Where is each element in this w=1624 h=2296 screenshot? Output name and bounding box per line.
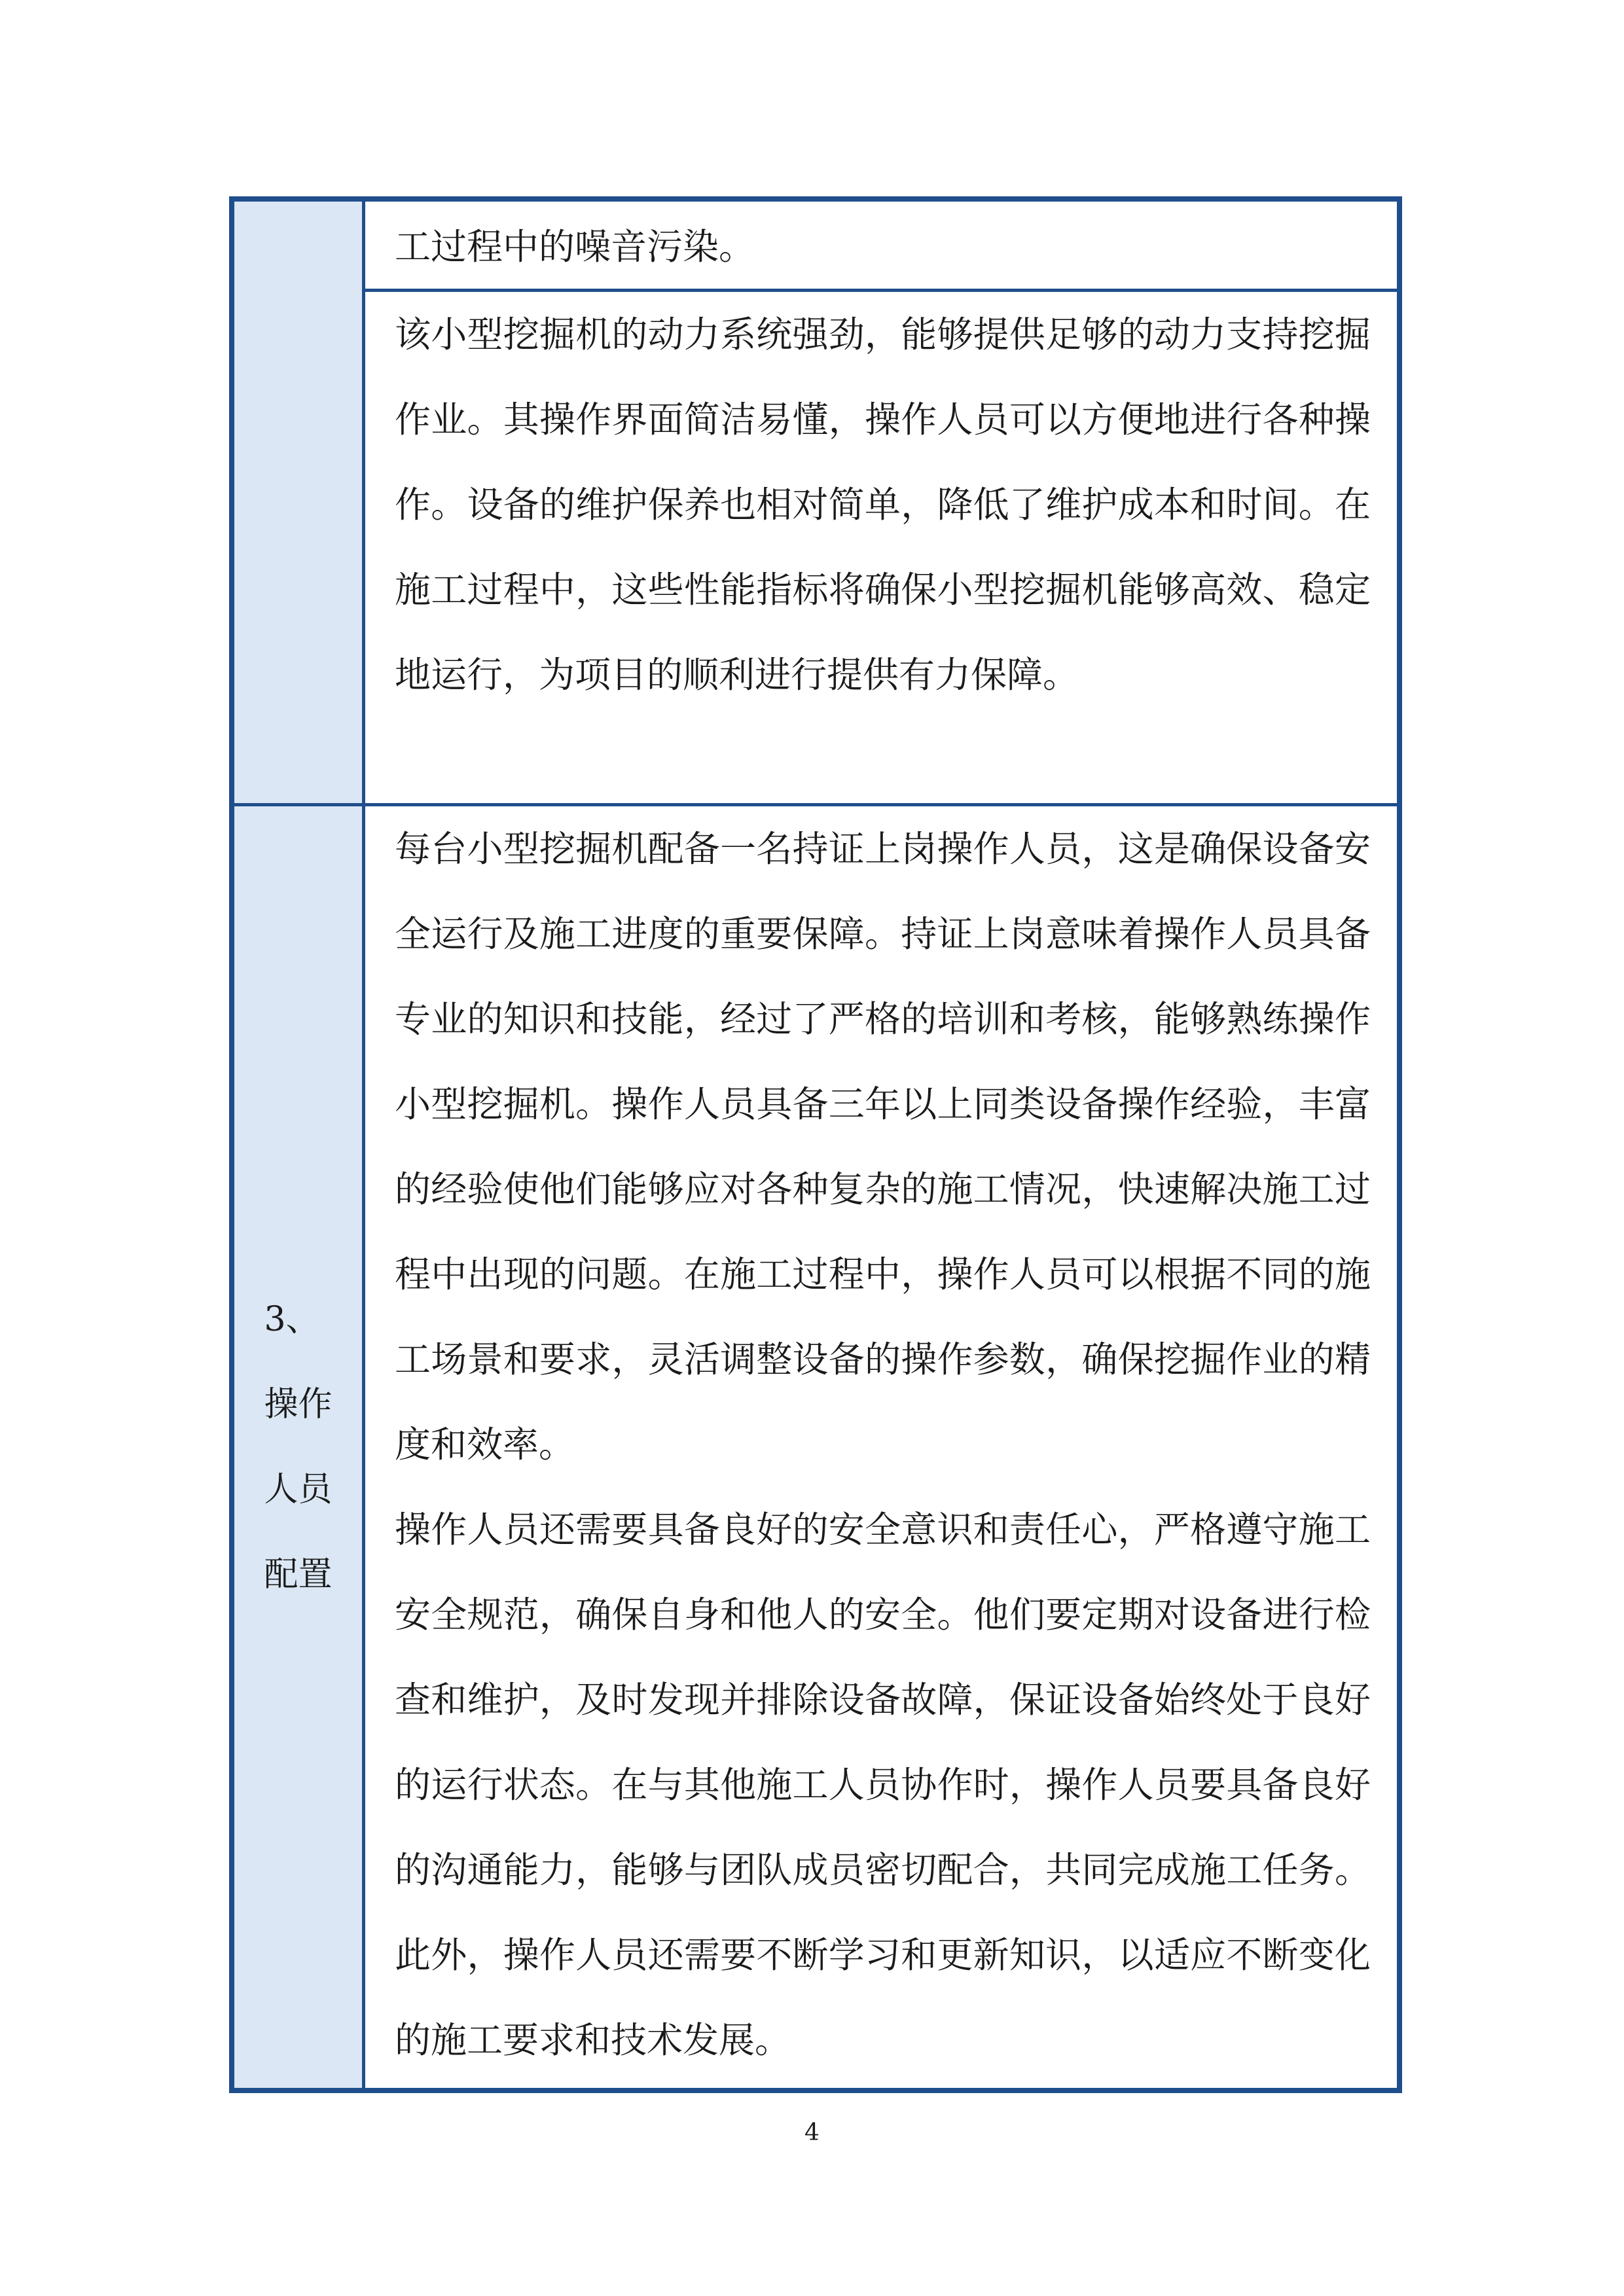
content-cell-continuation (365, 202, 1397, 292)
paragraph: 工过程中的噪音污染。 (395, 226, 755, 268)
content-cell-performance (365, 292, 1397, 806)
paragraph: 操作人员还需要具备良好的安全意识和责任心，严格遵守施工安全规范，确保自身和他人的安全。他们要定期对设备进行检查和维护，及时发现并排除设备故障，保证设备始终处于良好的运行状态。在与其他施工人员协作时，操作人员要具备良好的沟通能力，能够与团队成员密切配合，共同完成施工任务。此外，操作人员还需要不断学习和更新知识，以适应不断变化的施工要求和技术发展。 (395, 1509, 1371, 2061)
content-table (229, 196, 1402, 2093)
paragraph: 每台小型挖掘机配备一名持证上岗操作人员，这是确保设备安全运行及施工进度的重要保障。持证上岗意味着操作人员具备专业的知识和技能，经过了严格的培训和考核，能够熟练操作小型挖掘机。操作人员具备三年以上同类设备操作经验，丰富的经验使他们能够应对各种复杂的施工情况，快速解决施工过程中出现的问题。在施工过程中，操作人员可以根据不同的施工场景和要求，灵活调整设备的操作参数，确保挖掘作业的精度和效率。 (395, 828, 1371, 1465)
row-label-operators: 3、操作人员配置 (264, 1300, 333, 1594)
row-label-cell (234, 202, 365, 806)
row-label-cell-operators (234, 806, 365, 2088)
page-number: 4 (804, 2119, 820, 2146)
paragraph: 该小型挖掘机的动力系统强劲，能够提供足够的动力支持挖掘作业。其操作界面简洁易懂，操作人员可以方便地进行各种操作。设备的维护保养也相对简单，降低了维护成本和时间。在施工过程中，这些性能指标将确保小型挖掘机能够高效、稳定地运行，为项目的顺利进行提供有力保障。 (395, 314, 1371, 696)
content-cell-operators (365, 806, 1397, 2088)
